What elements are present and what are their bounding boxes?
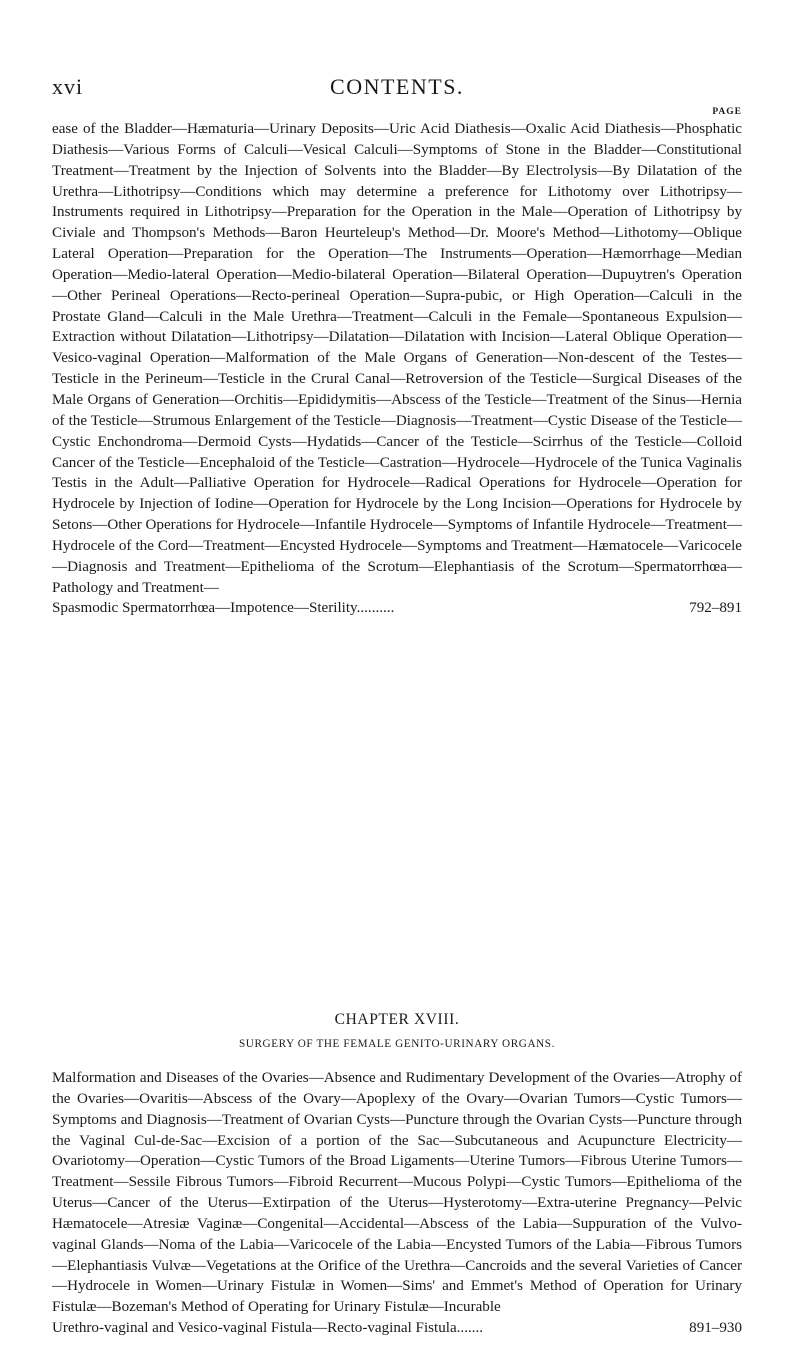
entry-text-end: Spasmodic Spermatorrhœa—Impotence—Sterility bbox=[52, 600, 357, 617]
entry-last-line bbox=[52, 1318, 742, 1339]
dot-leader: .......... bbox=[356, 600, 395, 617]
chapter-subheading: SURGERY OF THE FEMALE GENITO-URINARY ORGANS. bbox=[238, 1038, 556, 1050]
running-title: CONTENTS. bbox=[330, 74, 464, 99]
dot-leader: ....... bbox=[456, 1320, 484, 1337]
contents-entry-chapter-18 bbox=[52, 1068, 742, 1339]
entry-text: ease of the Bladder—Hæmaturia—Urinary Deposits—Uric Acid Diathesis—Oxalic Acid Diathesis—Phosphatic Diathesis—Various Forms of Calculi—Vesical Calculi—Symptoms of Stone in the Bladder—Constitutional Treatment—Treatment by the Injection of Solvents into the Bladder—By Electrolysis—By Dilatation of the Urethra—Lithotripsy—Conditions which may determine a preference for Lithotomy over Lithotripsy—Instruments required in Lithotripsy—Preparation for the Operation in the Male—Operation of Lithotripsy by Civiale and Thompson's Methods—Baron Heurteleup's Method—Dr. Moore's Method—Lithotomy—Oblique Lateral Operation—Preparation for the Operation—The Instruments—Operation—Hæmorrhage—Median Operation—Medio-lateral Operation—Medio-bilateral Operation—Bilateral Operation—Dupuytren's Operation—Other Perineal Operations—Recto-perineal Operation—Supra-pubic, or High Operation—Calculi in the Prostate Gland—Calculi in the Male Urethra—Treatment—Calculi in the Female—Spontaneous Expulsion—Extraction without Dilatation—Lithotripsy—Dilatation—Dilatation with Incision—Lateral Oblique Operation—Vesico-vaginal Operation—Malformation of the Male Organs of Generation—Non-descent of the Testes—Testicle in the Perineum—Testicle in the Crural Canal—Retroversion of the Testicle—Surgical Diseases of the Male Organs of Generation—Orchitis—Epididymitis—Abscess of the Testicle—Treatment of the Sinus—Hernia of the Testicle—Strumous Enlargement of the Testicle—Diagnosis—Treatment—Cystic Disease of the Testicle—Cystic Enchondroma—Dermoid Cysts—Hydatids—Cancer of the Testicle—Scirrhus of the Testicle—Colloid Cancer of the Testicle—Encephaloid of the Testicle—Castration—Hydrocele—Hydrocele of the Tunica Vaginalis Testis in the Adult—Palliative Operation for Hydrocele—Radical Operations for Hydrocele—Operation for Hydrocele by Injection of Iodine—Operation for Hydrocele by the Long Incision—Operations for Hydrocele by Setons—Other Operations for Hydrocele—Infantile Hydrocele—Symptoms of Infantile Hydrocele—Treatment—Hydrocele of the Cord—Treatment—Encysted Hydrocele—Symptoms and Treatment—Hæmatocele—Varicocele—Diagnosis and Treatment—Epithelioma of the Scrotum—Elephantiasis of the Scrotum—Spermatorrhœa—Pathology and Treatment— bbox=[52, 121, 742, 596]
running-head bbox=[52, 74, 742, 104]
page-number: xvi bbox=[52, 74, 84, 99]
entry-page-range: 792–891 bbox=[689, 600, 742, 617]
page-column-label: PAGE bbox=[712, 107, 742, 117]
chapter-heading: CHAPTER XVIII. bbox=[334, 1011, 460, 1028]
entry-text-end: Urethro-vaginal and Vesico-vaginal Fistula—Recto-vaginal Fistula bbox=[52, 1320, 457, 1337]
contents-entry-chapter-17 bbox=[52, 119, 742, 619]
entry-text: Malformation and Diseases of the Ovaries—Absence and Rudimentary Development of the Ovaries—Atrophy of the Ovaries—Ovaritis—Abscess of the Ovary—Apoplexy of the Ovary—Ovarian Tumors—Cystic Tumors—Symptoms and Diagnosis—Treatment of Ovarian Cysts—Puncture through the Ovarian Cysts—Puncture through the Vaginal Cul-de-Sac—Excision of a portion of the Sac—Subcutaneous and Acupuncture Electricity—Ovariotomy—Operation—Cystic Tumors of the Broad Ligaments—Uterine Tumors—Fibrous Uterine Tumors—Treatment—Sessile Fibrous Tumors—Fibroid Recurrent—Mucous Polypi—Cystic Tumors—Epithelioma of the Uterus—Cancer of the Uterus—Extirpation of the Uterus—Hysterotomy—Extra-uterine Pregnancy—Pelvic Hæmatocele—Atresiæ Vaginæ—Congenital—Accidental—Abscess of the Labia—Suppuration of the Vulvo-vaginal Glands—Noma of the Labia—Varicocele of the Labia—Encysted Tumors of the Labia—Fibrous Tumors—Elephantiasis Vulvæ—Vegetations at the Orifice of the Urethra—Cancroids and the several Varieties of Cancer—Hydrocele in Women—Urinary Fistulæ in Women—Sims' and Emmet's Method of Operation for Urinary Fistulæ—Bozeman's Method of Operating for Urinary Fistulæ—Incurable bbox=[52, 1070, 742, 1316]
entry-last-line bbox=[52, 598, 742, 619]
entry-page-range: 891–930 bbox=[689, 1320, 742, 1337]
